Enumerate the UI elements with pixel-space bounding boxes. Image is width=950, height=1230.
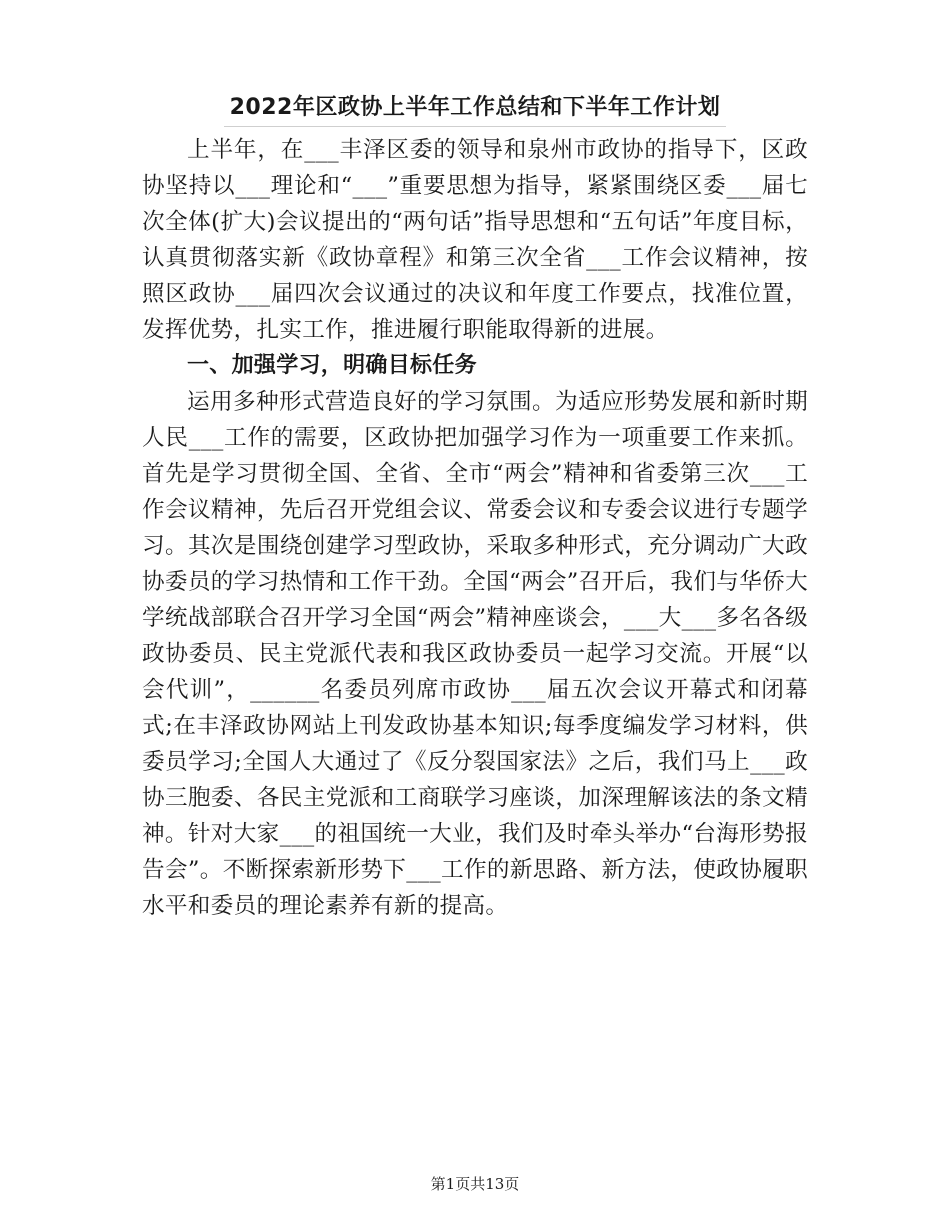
document-title: 2022年区政协上半年工作总结和下半年工作计划 [224, 92, 727, 127]
intro-paragraph: 上半年，在___丰泽区委的领导和泉州市政协的指导下，区政协坚持以___理论和“___”重要思想为指导，紧紧围绕区委___届七次全体(扩大)会议提出的“两句话”指导思想和“五句话”年度目标，认真贯彻落实新《政协章程》和第三次全省___工作会议精神，按照区政协___届四次会议通过的决议和年度工作要点，找准位置，发挥优势，扎实工作，推进履行职能取得新的进展。 [142, 137, 808, 343]
page-number: 第1页共13页 [430, 1175, 520, 1193]
title-area [0, 92, 950, 127]
section-paragraph-1: 运用多种形式营造良好的学习氛围。为适应形势发展和新时期人民___工作的需要，区政协把加强学习作为一项重要工作来抓。首先是学习贯彻全国、全省、全市“两会”精神和省委第三次___工作会议精神，先后召开党组会议、常委会议和专委会议进行专题学习。其次是围绕创建学习型政协，采取多种形式，充分调动广大政协委员的学习热情和工作干劲。全国“两会”召开后，我们与华侨大学统战部联合召开学习全国“两会”精神座谈会，___大___多名各级政协委员、民主党派代表和我区政协委员一起学习交流。开展“以会代训”，______名委员列席市政协___届五次会议开幕式和闭幕式;在丰泽政协网站上刊发政协基本知识;每季度编发学习材料，供委员学习;全国人大通过了《反分裂国家法》之后，我们马上___政协三胞委、各民主党派和工商联学习座谈，加深理解该法的条文精神。针对大家___的祖国统一大业，我们及时牵头举办“台海形势报告会”。不断探索新形势下___工作的新思路、新方法，使政协履职水平和委员的理论素养有新的提高。 [142, 389, 808, 919]
section-heading-1: 一、加强学习，明确目标任务 [187, 353, 477, 378]
document-body [142, 132, 808, 924]
